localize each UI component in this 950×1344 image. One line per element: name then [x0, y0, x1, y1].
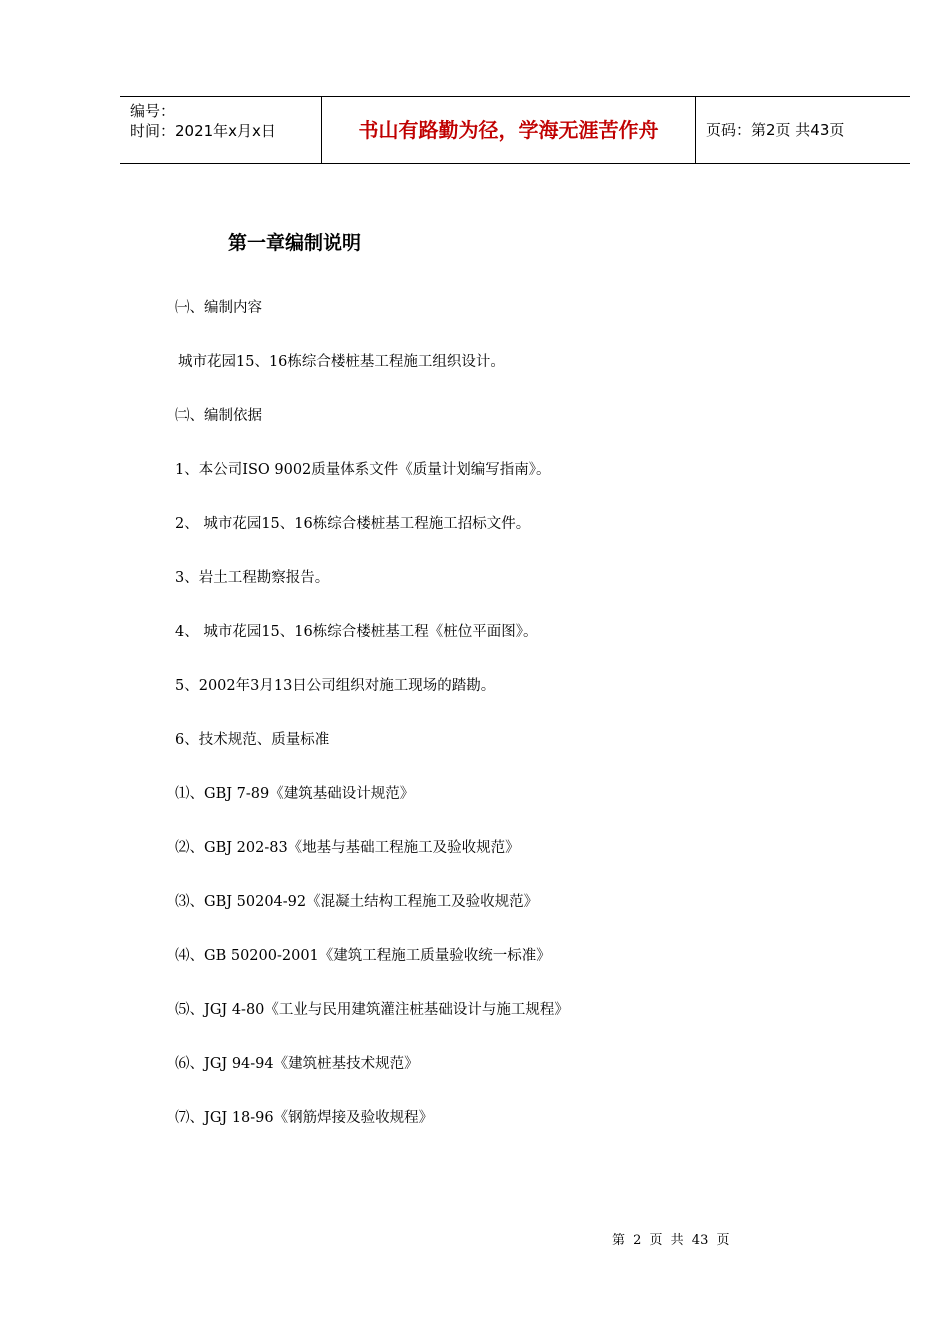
standard-item-1: ⑴、GBJ 7-89《建筑基础设计规范》 — [175, 786, 415, 802]
content-text: 城市花园15、16栋综合楼桩基工程施工组织设计。 — [178, 354, 505, 370]
header-page-info: 页码：第2页 共43页 — [706, 121, 845, 139]
header-motto: 书山有路勤为径，学海无涯苦作舟 — [322, 97, 696, 163]
basis-item-6: 6、技术规范、质量标准 — [175, 732, 330, 748]
section-heading-basis: ㈡、编制依据 — [175, 408, 262, 424]
section-heading-content: ㈠、编制内容 — [175, 300, 262, 316]
page-header — [120, 96, 910, 164]
standard-item-5: ⑸、JGJ 4-80《工业与民用建筑灌注桩基础设计与施工规程》 — [175, 1002, 569, 1018]
basis-item-4: 4、 城市花园15、16栋综合楼桩基工程《桩位平面图》。 — [175, 624, 538, 640]
basis-item-1: 1、本公司ISO 9002质量体系文件《质量计划编写指南》。 — [175, 462, 551, 478]
code-label: 编号： — [130, 102, 176, 120]
standard-item-2: ⑵、GBJ 202-83《地基与基础工程施工及验收规范》 — [175, 840, 520, 856]
page-footer: 第 2 页 共 43 页 — [612, 1233, 730, 1248]
standard-item-4: ⑷、GB 50200-2001《建筑工程施工质量验收统一标准》 — [175, 948, 551, 964]
standard-item-6: ⑹、JGJ 94-94《建筑桩基技术规范》 — [175, 1056, 419, 1072]
standard-item-7: ⑺、JGJ 18-96《钢筋焊接及验收规程》 — [175, 1110, 434, 1126]
chapter-title: 第一章编制说明 — [228, 232, 362, 254]
header-left-cell — [120, 97, 322, 163]
basis-item-5: 5、2002年3月13日公司组织对施工现场的踏勘。 — [175, 678, 496, 694]
standard-item-3: ⑶、GBJ 50204-92《混凝土结构工程施工及验收规范》 — [175, 894, 539, 910]
time-label: 时间：2021年x月x日 — [130, 122, 276, 140]
basis-item-2: 2、 城市花园15、16栋综合楼桩基工程施工招标文件。 — [175, 516, 531, 532]
basis-item-3: 3、岩土工程勘察报告。 — [175, 570, 330, 586]
